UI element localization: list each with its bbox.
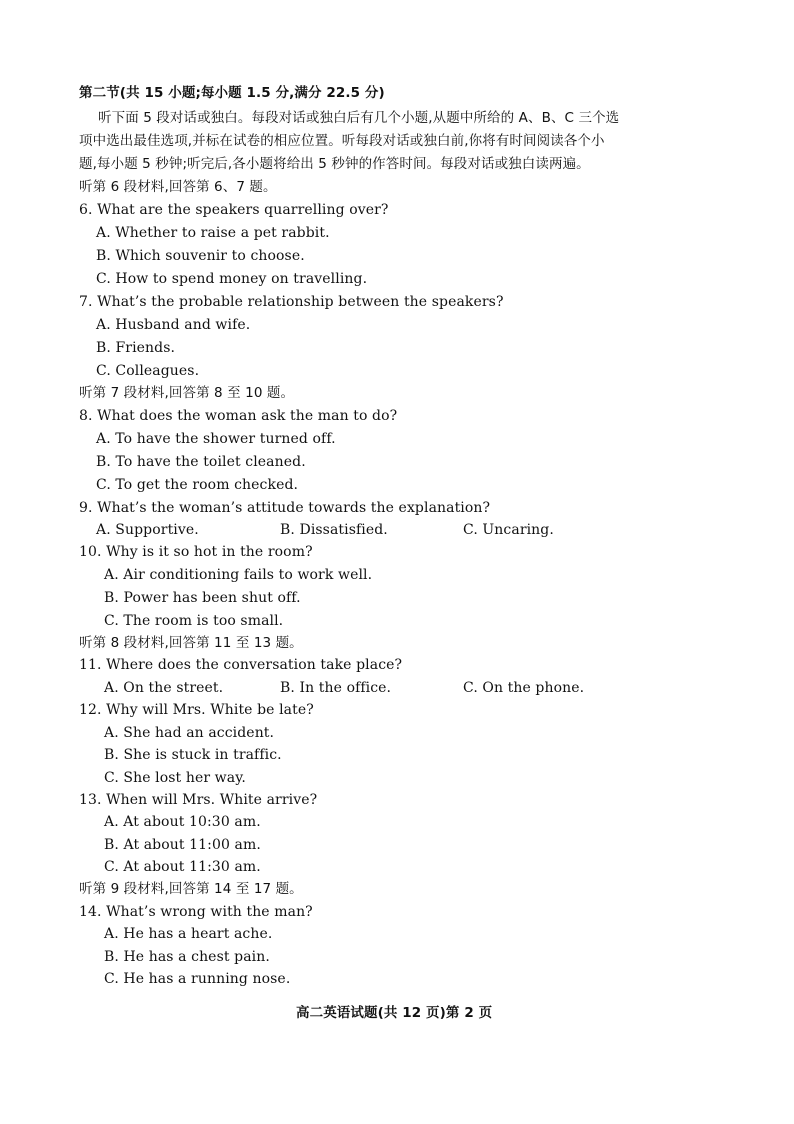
question-7-option-c: C. Colleagues. — [96, 363, 200, 379]
question-10-option-a: A. Air conditioning fails to work well. — [104, 567, 373, 583]
question-14-option-b: B. He has a chest pain. — [104, 949, 270, 965]
group-intro-8: 听第 8 段材料,回答第 11 至 13 题。 — [79, 635, 303, 651]
question-6-option-a: A. Whether to raise a pet rabbit. — [96, 225, 330, 241]
question-11-option-a: A. On the street. — [104, 680, 224, 696]
question-11-stem: 11. Where does the conversation take place? — [79, 657, 403, 673]
instruction-line-2: 项中选出最佳选项,并标在试卷的相应位置。听每段对话或独白前,你将有时间阅读各个小 — [79, 133, 605, 149]
question-8-option-c: C. To get the room checked. — [96, 477, 299, 493]
instruction-line-3: 题,每小题 5 秒钟;听完后,各小题将给出 5 秒钟的作答时间。每段对话或独白读两遍。 — [79, 156, 590, 172]
question-14-option-a: A. He has a heart ache. — [104, 926, 273, 942]
question-8-option-b: B. To have the toilet cleaned. — [96, 454, 306, 470]
page-footer: 高二英语试题(共 12 页)第 2 页 — [296, 1005, 493, 1021]
question-13-option-c: C. At about 11:30 am. — [104, 859, 261, 875]
question-9-option-a: A. Supportive. — [96, 522, 199, 538]
group-intro-6: 听第 6 段材料,回答第 6、7 题。 — [79, 179, 277, 195]
question-7-option-b: B. Friends. — [96, 340, 176, 356]
question-12-stem: 12. Why will Mrs. White be late? — [79, 702, 314, 718]
question-8-option-a: A. To have the shower turned off. — [96, 431, 336, 447]
question-9-option-b: B. Dissatisfied. — [280, 522, 388, 538]
question-6-option-b: B. Which souvenir to choose. — [96, 248, 305, 264]
question-6-stem: 6. What are the speakers quarrelling over? — [79, 202, 389, 218]
section-heading: 第二节(共 15 小题;每小题 1.5 分,满分 22.5 分) — [79, 85, 385, 101]
question-14-stem: 14. What’s wrong with the man? — [79, 904, 313, 920]
group-intro-7: 听第 7 段材料,回答第 8 至 10 题。 — [79, 385, 295, 401]
question-13-stem: 13. When will Mrs. White arrive? — [79, 792, 318, 808]
question-14-option-c: C. He has a running nose. — [104, 971, 291, 987]
instruction-line-1: 听下面 5 段对话或独白。每段对话或独白后有几个小题,从题中所给的 A、B、C 三个选 — [98, 110, 620, 126]
question-10-option-b: B. Power has been shut off. — [104, 590, 301, 606]
question-10-stem: 10. Why is it so hot in the room? — [79, 544, 313, 560]
question-12-option-a: A. She had an accident. — [104, 725, 275, 741]
question-7-option-a: A. Husband and wife. — [96, 317, 251, 333]
question-11-option-b: B. In the office. — [280, 680, 392, 696]
question-7-stem: 7. What’s the probable relationship between the speakers? — [79, 294, 504, 310]
question-9-stem: 9. What’s the woman’s attitude towards the explanation? — [79, 500, 491, 516]
question-8-stem: 8. What does the woman ask the man to do? — [79, 408, 398, 424]
question-6-option-c: C. How to spend money on travelling. — [96, 271, 368, 287]
question-11-option-c: C. On the phone. — [463, 680, 585, 696]
question-13-option-b: B. At about 11:00 am. — [104, 837, 261, 853]
question-13-option-a: A. At about 10:30 am. — [104, 814, 261, 830]
group-intro-9: 听第 9 段材料,回答第 14 至 17 题。 — [79, 881, 303, 897]
question-10-option-c: C. The room is too small. — [104, 613, 284, 629]
question-12-option-c: C. She lost her way. — [104, 770, 246, 786]
question-12-option-b: B. She is stuck in traffic. — [104, 747, 282, 763]
question-9-option-c: C. Uncaring. — [463, 522, 554, 538]
